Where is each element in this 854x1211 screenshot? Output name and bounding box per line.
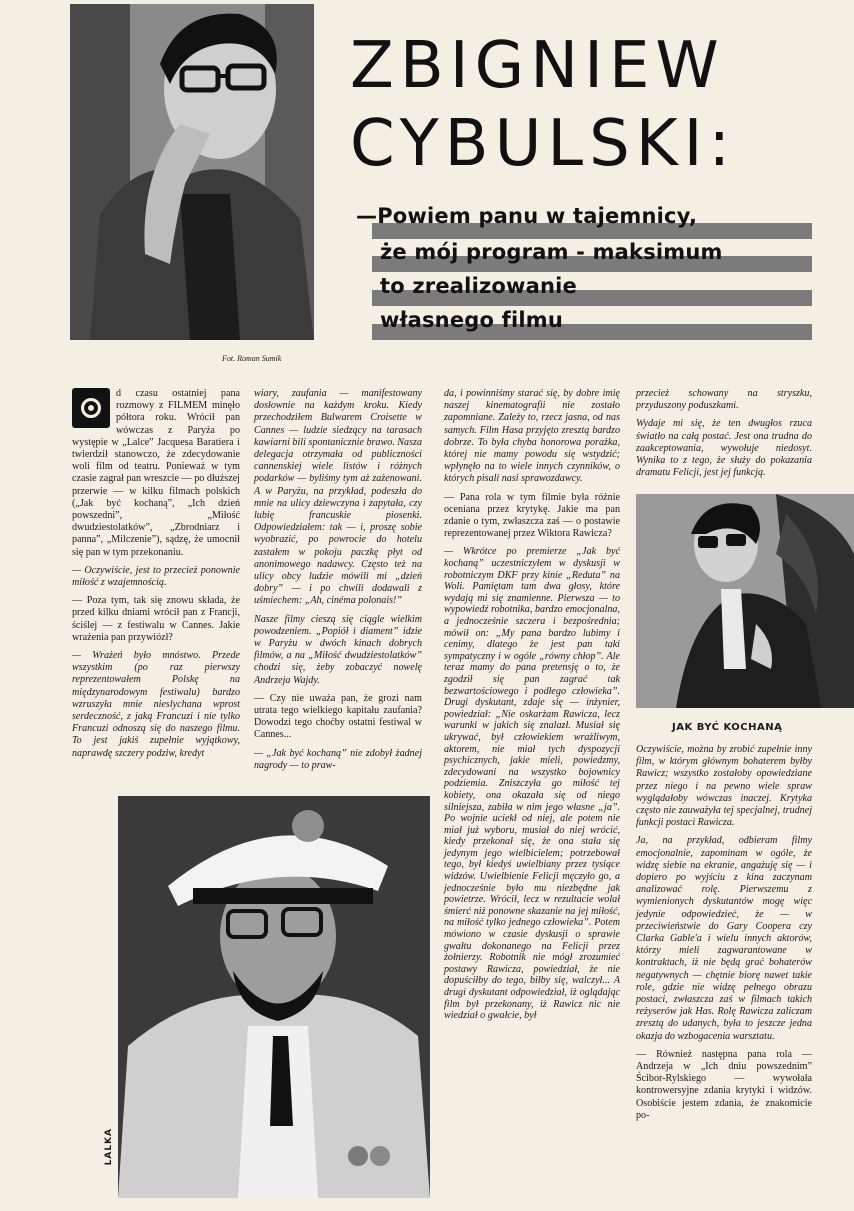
column-4-bottom xyxy=(636,744,812,1128)
col3-p3: — Wkrótce po premierze „Jak być kochaną” uczestniczyłem w dyskusji w robotniczym DKF przy kinie „Reduta” na Woli. Pamiętam tam dwa głosy, które wydają mi się znamienne. Pierwsza — to wypowiedź robotnika, bardzo emocjonalna, a jednocześnie szczera i bezpośrednia; mówił on: „My pana bardzo lubimy i cenimy, dlatego że jest pan taki sympatyczny i w ogóle „równy chłop”. Ale teraz mamy do pana pretensję o to, że zgodził się pan zagrać tak bezwartościowego i podłego człowieka”. Drugi dyskutant, zdaje się — inżynier, powiedział: „Nie oskarżam Rawicza, lecz warunki w jakich się znalazł. Musiał się ukrywać, był człowiekiem wrażliwym, aktorem, nie miał tych dyspozycji psychicznych, jakie mieli, powiedzmy, zdecydowani na wszystko bojownicy podziemia. Zniszczyła go miłość tej kobiety, ona okazała się od niego silniejsza, zabiła w nim jego własne „ja”. Po wojnie uciekł od niej, ale potem nie miał już wyboru, musiał do niej wrócić, kiedy przekonał się, że ona stała się jedynym jego wielbicielem; potrzebował tego, był kiedyś uwielbiany przez tysiące widzów. Uwielbienie Felicji męczyło go, a jednocześnie było mu niezbędne jak powietrze. Wrócił, lecz w rezultacie wolał śmierć niż ponowne skazanie na jej miłość, na miłość tylko jednego człowieka”. Potem mówiono w czasie dyskusji o sprawie gwałtu dokonanego na Felicji przez żołnierzy. Robotnik nie mógł zrozumieć postawy Rawicza, powiedział, że nie dopuściłby do tego, biłby się, walczył... A drugi dyskutant odpowiedział, iż oglądając film był przekonany, iż Rawicz nic nie wiedział o gwałcie, był xyxy=(444,546,620,1022)
col4a-p2: Wydaje mi się, że ten dwugłos rzuca światło na całą postać. Jest ona trudna do zaakceptowania, wywołuje niedosyt. Wynika to z tego, że służy do pokazania dramatu Felicji, jest jej funkcją. xyxy=(636,418,812,479)
still-photo-jak-byc-kochana xyxy=(636,494,854,708)
photo-credit: Fot. Roman Sumik xyxy=(222,354,282,363)
title-line-1: ZBIGNIEW xyxy=(350,29,725,103)
col1-p3: — Poza tym, tak się znowu składa, że przed kilku dniami wrócił pan z Francji, ściślej — z festiwalu w Cannes. Jakie wrażenia pan przywiózł? xyxy=(72,595,240,643)
col1-p1: d czasu ostatniej pana rozmowy z FILMEM minęło półtora roku. Wrócił pan wówczas z Paryża po występie w „Lalce” Jacquesa Baratiera i twierdził stanowczo, że zdecydowanie woli film od teatru. Ponieważ w tym czasie zagrał pan wreszcie — po dłuższej przerwie — w kilku filmach polskich („Jak być kochaną”, „Ich dzień powszedni”, „Miłość dwudziestolatków”, „Zbrodniarz i panna”, „Milczenie”), sądzę, że umocnił się pan w tym przekonaniu. xyxy=(72,388,240,558)
col3-p2: — Pana rola w tym filmie była różnie oceniana przez krytykę. Jakie ma pan zdanie o tym, zwłaszcza zaś — o postawie reprezentowanej przez Wiktora Rawicza? xyxy=(444,491,620,540)
quote-line-1: —Powiem panu w tajemnicy, xyxy=(356,204,698,228)
title-line-2: CYBULSKI: xyxy=(350,107,737,181)
quote-line-2: że mój program - maksimum xyxy=(380,240,723,264)
col2-p3: — Czy nie uważa pan, że grozi nam utrata tego wielkiego kapitału zaufania? Dowodzi tego choćby ostatni festiwal w Cannes... xyxy=(254,692,422,741)
col4a-p1: przecież schowany na stryszku, przyduszony poduszkami. xyxy=(636,388,812,412)
col4b-p1: Oczywiście, można by zrobić zupełnie inny film, w którym głównym bohaterem byłby Rawicz; wszystko zostałoby opowiedziane przez niego i na pewno wiele spraw wyglądałoby wówczas inaczej. Krytyka często nie zauważyła tej specjalnej, trudnej funkcji postaci Rawicza. xyxy=(636,744,812,829)
quote-line-4: własnego filmu xyxy=(380,308,563,332)
quote-line-3: to zrealizowanie xyxy=(380,274,577,298)
column-1 xyxy=(72,388,240,766)
dropcap-o xyxy=(72,388,110,428)
col1-p2: — Oczywiście, jest to przecież ponownie miłość z wzajemnością. xyxy=(72,564,240,589)
column-3 xyxy=(444,388,620,1028)
caption-lalka: LALKA xyxy=(104,1128,114,1166)
col1-p4: — Wrażeń było mnóstwo. Przede wszystkim (po raz pierwszy reprezentowałem Polskę na międzynarodowym festiwalu) bardzo wzruszyła mnie nieslychana wprost serdeczność, z jaką Francuzi i nie tylko Francuzi odnoszą się do naszego filmu. To jest jakiś zupełnie wyjątkowy, naprawdę szczery podziw, kredyt xyxy=(72,650,240,759)
caption-jak-byc-kochana: JAK BYĆ KOCHANĄ xyxy=(672,722,783,733)
col3-p1: da, i powinniśmy starać się, by dobre imię naszej kinematografii nie zostało zapomniane. Zależy to, rzecz jasna, od nas samych. Film Hasa przyjęto zresztą bardzo dobrze. To była chyba honorowa porażka, której nie mamy powodu się wstydzić; wpłynęło na to wiele innych czynników, o których pisali nasi sprawozdawcy. xyxy=(444,388,620,485)
column-4-top xyxy=(636,388,812,485)
col2-p4: — „Jak być kochaną” nie zdobył żadnej nagrody — to praw- xyxy=(254,747,422,771)
still-photo-lalka xyxy=(118,796,430,1198)
col4b-p2: Ja, na przykład, odbieram filmy emocjonalnie, zapominam w ogóle, że widzę siebie na ekranie, angażuję się — i dopiero po wyjściu z kina zaczynam analizować rolę. Pierwszemu z wymienionych dyskutantów mogę więc jedynie odpowiedzieć, że — w przeciwieństwie do Gary Coopera czy Clarka Gable'a i wielu innych aktorów, którzy mieli zagwarantowane w kontraktach, iż nie będą grać bohaterów negatywnych — chętnie biorę nawet takie role, gdzie nie widzę pełnego obrazu postaci, zwłaszcza zaś w filmach takich reżyserów jak Has. Rolę Rawicza zaliczam zresztą do udanych, była to jeszcze jedna okazja do wzbogacenia warsztatu. xyxy=(636,835,812,1042)
portrait-photo xyxy=(70,4,314,340)
col2-p1: wiary, zaufania — manifestowany dosłownie na każdym kroku. Kiedy przechodziłem Bulwarem Croisette w Cannes — ludzie siedzący na tarasach kawiarni bili spontanicznie brawo. Nasza delegacja otrzymała od publiczności cannenskiej wiele listów i różnych podarków — byliśmy tym aż zażenowani. A w Paryżu, na przykład, podeszła do mnie na ulicy dziewczyna i zapytała, czy lubię francuskie piosenki. Odpowiedziałem: tak — i, proszę sobie wyobrazić, po powrocie do hotelu zastałem w pokoju paczkę płyt od anonimowego nadawcy. Często też na ulicy obcy ludzie mówili mi „dzień dobry” — i po chwili dodawali z uśmiechem: „Ah, cinéma polonais!” xyxy=(254,388,422,607)
col2-p2: Nasze filmy cieszą się ciągle wielkim powodzeniem. „Popiół i diament” idzie w Paryżu w dwóch kinach dobrych filmów, a na „Miłość dwudziestolatków” chodzi się, żeby zobaczyć nowelę Andrzeja Wajdy. xyxy=(254,613,422,686)
col4b-p3: — Również następna pana rola — Andrzeja w „Ich dniu powszednim” Ścibor-Rylskiego — wywołała kontrowersyjne zdania krytyki i widzów. Osobiście jestem zdania, że znakomicie po- xyxy=(636,1048,812,1121)
column-2 xyxy=(254,388,422,778)
